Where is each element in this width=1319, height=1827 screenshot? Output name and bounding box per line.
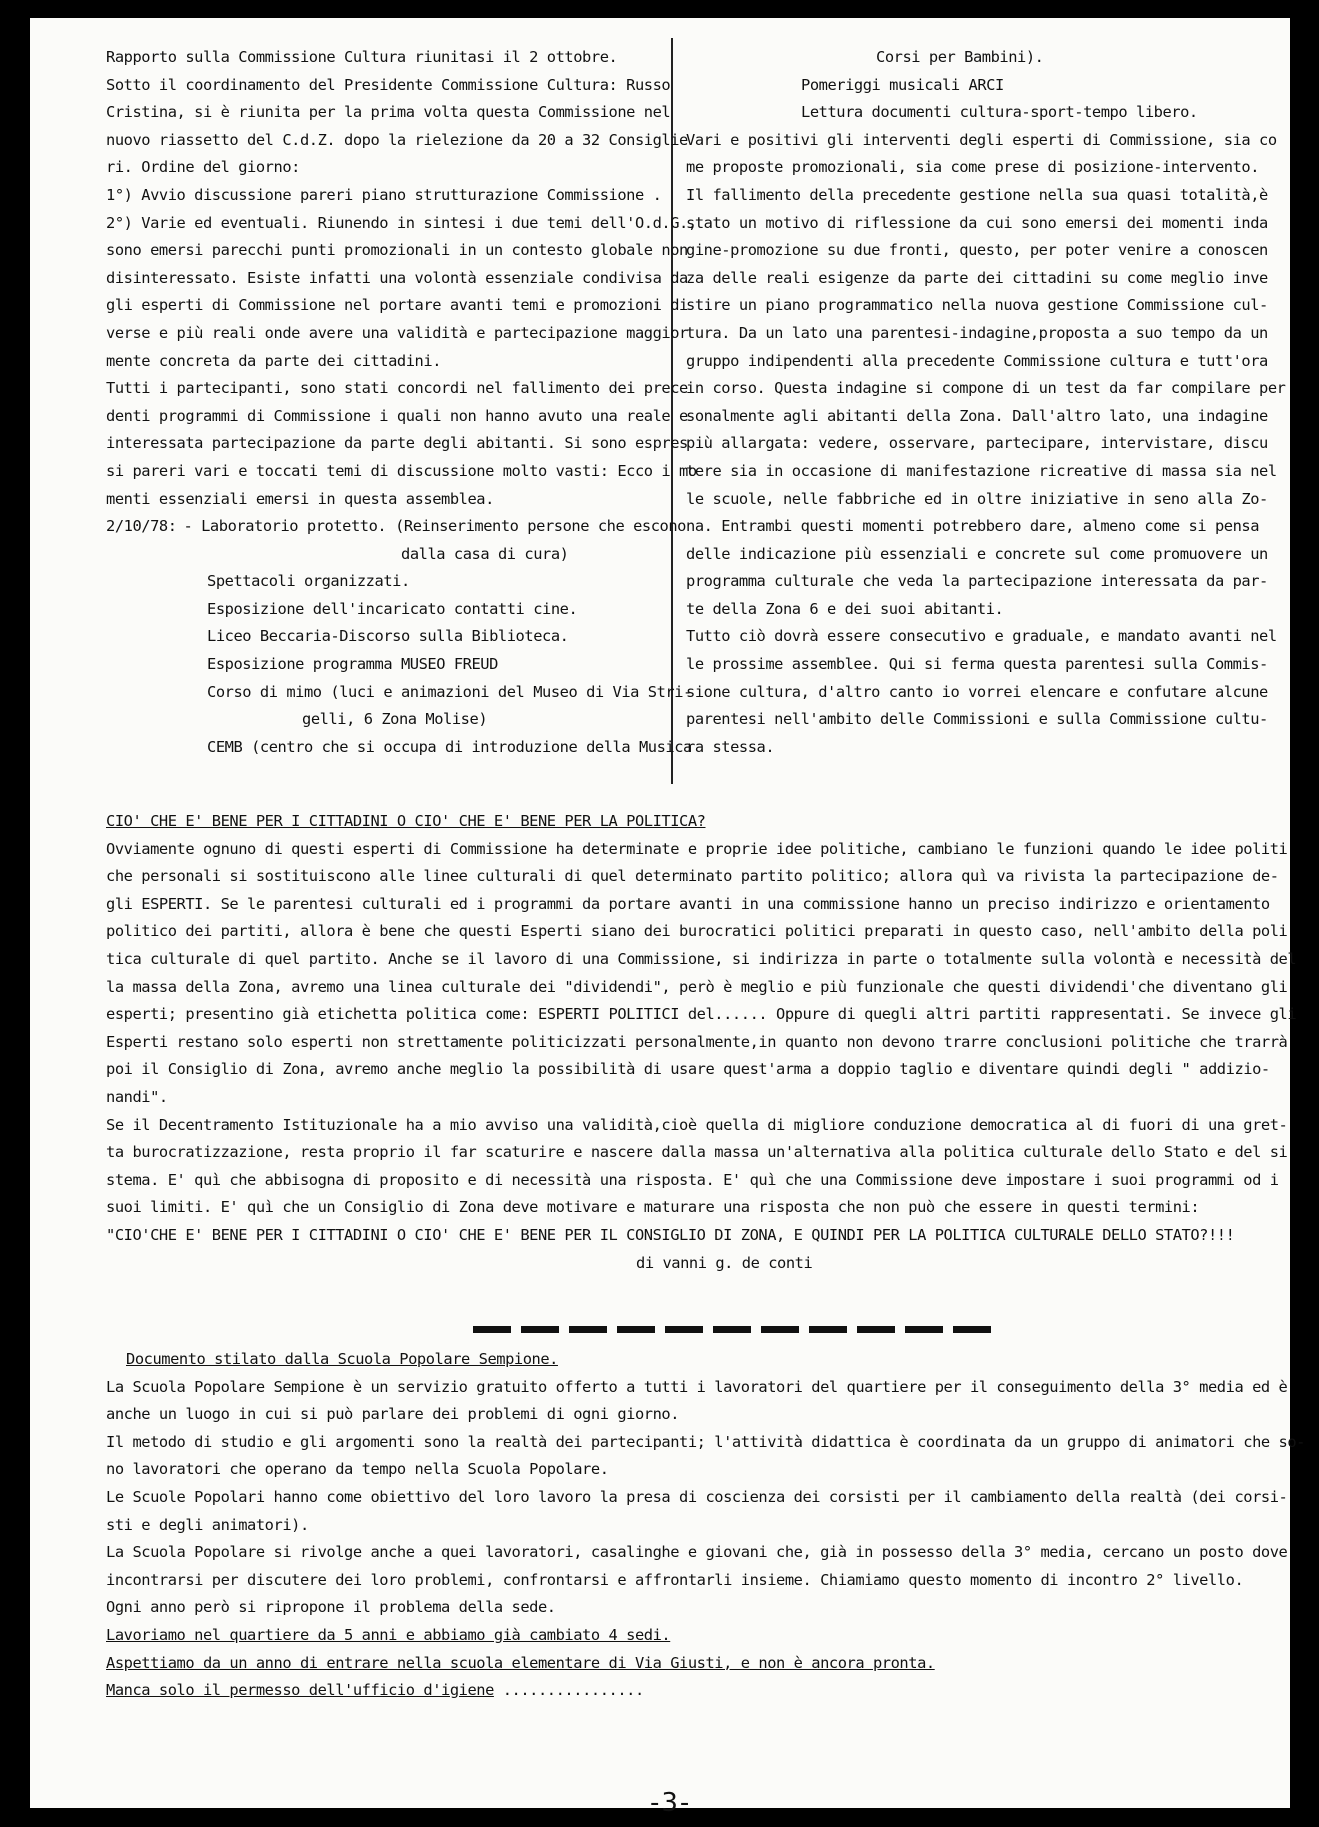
text-line: stema. E' quì che abbisogna di proposito e di necessità una risposta. E' quì che una Commissione deve impostare i suoi programmi od i xyxy=(106,1170,1279,1189)
text-line: Esperti restano solo esperti non strettamente politicizzati personalmente,in quanto non devono trarre conclusioni politiche che trarrà xyxy=(106,1032,1288,1051)
text-line: verse e più reali onde avere una validità e partecipazione maggior xyxy=(106,323,688,342)
text-line: tere sia in occasione di manifestazione ricreative di massa sia nel xyxy=(686,461,1277,480)
text-line: na. Entrambi questi momenti potrebbero dare, almeno come si pensa xyxy=(686,517,1260,536)
text-line: ri. Ordine del giorno: xyxy=(106,158,300,177)
text-line: esperti; presentino già etichetta politica come: ESPERTI POLITICI del...... Oppure di quegli altri partiti rappresentati. Se invece gli xyxy=(106,1005,1297,1024)
text-line: anche un luogo in cui si può parlare dei problemi di ogni giorno. xyxy=(106,1405,680,1424)
heading-wrap xyxy=(106,1346,1286,1374)
text-line: le prossime assemblee. Qui si ferma questa parentesi sulla Commis- xyxy=(686,655,1268,674)
section-scuola xyxy=(106,1346,1305,1705)
text-line: sonalmente agli abitanti della Zona. Dall'altro lato, una indagine xyxy=(686,406,1268,425)
text-line: le scuole, nelle fabbriche ed in oltre iniziative in seno alla Zo- xyxy=(686,489,1268,508)
text-line: ra stessa. xyxy=(686,737,775,756)
agenda-item: Esposizione programma MUSEO FREUD xyxy=(207,655,498,674)
separator-dashes xyxy=(473,1326,993,1333)
text-line: disinteressato. Esiste infatti una volontà essenziale condivisa da xyxy=(106,268,688,287)
underlined-line: Lavoriamo nel quartiere da 5 anni e abbiamo già cambiato 4 sedi. xyxy=(106,1625,671,1644)
underlined-line: Aspettiamo da un anno di entrare nella scuola elementare di Via Giusti, e non è ancora pronta. xyxy=(106,1653,935,1672)
text-line: stato un motivo di riflessione da cui sono emersi dei momenti inda xyxy=(686,213,1268,232)
text-line: Il metodo di studio e gli argomenti sono la realtà dei partecipanti; l'attività didattica è coordinata da un gruppo di animatori che so- xyxy=(106,1432,1305,1451)
text-line: parentesi nell'ambito delle Commissioni e sulla Commissione cultu- xyxy=(686,710,1268,729)
text-line: gine-promozione su due fronti, questo, per poter venire a conoscen xyxy=(686,241,1268,260)
trailing-dots: ................ xyxy=(493,1681,644,1700)
text-line: La Scuola Popolare si rivolge anche a quei lavoratori, casalinghe e giovani che, già in possesso della 3° media, cercano un posto dove xyxy=(106,1543,1288,1562)
text-line: nandi". xyxy=(106,1087,168,1106)
text-line: Sotto il coordinamento del Presidente Commissione Cultura: Russo xyxy=(106,75,671,94)
text-line: Se il Decentramento Istituzionale ha a mio avviso una validità,cioè quella di migliore conduzione democratica al di fuori di una gret- xyxy=(106,1115,1288,1134)
text-line: Rapporto sulla Commissione Cultura riunitasi il 2 ottobre. xyxy=(106,48,618,66)
section-heading: CIO' CHE E' BENE PER I CITTADINI O CIO' CHE E' BENE PER LA POLITICA? xyxy=(106,812,706,830)
text-line: incontrarsi per discutere dei loro problemi, confrontarsi e affrontarli insieme. Chiamiamo questo momento di incontro 2° livello. xyxy=(106,1570,1244,1589)
text-line: Tutti i partecipanti, sono stati concordi nel fallimento dei prece xyxy=(106,379,688,398)
text-line: Tutto ciò dovrà essere consecutivo e graduale, e mandato avanti nel xyxy=(686,627,1277,646)
text-line: interessata partecipazione da parte degli abitanti. Si sono espres xyxy=(106,434,688,453)
text-line: sti e degli animatori). xyxy=(106,1515,309,1534)
text-line: più allargata: vedere, osservare, partecipare, intervistare, discu xyxy=(686,434,1268,453)
text-line: Pomeriggi musicali ARCI xyxy=(801,75,1004,94)
text-line: si pareri vari e toccati temi di discussione molto vasti: Ecco i mo xyxy=(106,461,697,480)
text-line: Lettura documenti cultura-sport-tempo libero. xyxy=(801,103,1198,122)
text-line: denti programmi di Commissione i quali non hanno avuto una reale e xyxy=(106,406,688,425)
left-column xyxy=(106,44,697,761)
agenda-date: 2/10/78: xyxy=(106,517,177,536)
text-line: Ogni anno però si ripropone il problema della sede. xyxy=(106,1598,556,1617)
text-line: politico dei partiti, allora è bene che questi Esperti siano dei burocratici politici preparati in questo caso, nell'ambito della poli xyxy=(106,922,1288,941)
agenda-item: Spettacoli organizzati. xyxy=(207,572,410,591)
text-line: La Scuola Popolare Sempione è un servizio gratuito offerto a tutti i lavoratori del quartiere per il conseguimento della 3° media ed è xyxy=(106,1377,1288,1396)
text-line: Cristina, si è riunita per la prima volta questa Commissione nel xyxy=(106,103,671,122)
text-line: nuovo riassetto del C.d.Z. dopo la rielezione da 20 a 32 Consiglie xyxy=(106,130,688,149)
agenda-item: gelli, 6 Zona Molise) xyxy=(302,710,488,729)
text-line: tica culturale di quel partito. Anche se il lavoro di una Commissione, si indirizza in parte o totalmente sulla volontà e necessità del xyxy=(106,949,1297,968)
text-line: gruppo indipendenti alla precedente Commissione cultura e tutt'ora xyxy=(686,351,1268,370)
text-line: Ovviamente ognuno di questi esperti di Commissione ha determinate e proprie idee politiche, cambiano le funzioni quando le idee politi xyxy=(106,839,1288,858)
text-line: Vari e positivi gli interventi degli esperti di Commissione, sia co xyxy=(686,130,1277,149)
document-page xyxy=(30,18,1305,1818)
agenda-item: CEMB (centro che si occupa di introduzione della Musica xyxy=(207,737,692,756)
text-line: tura. Da un lato una parentesi-indagine,proposta a suo tempo da un xyxy=(686,323,1268,342)
text-line: te della Zona 6 e dei suoi abitanti. xyxy=(686,599,1004,618)
agenda-item: Liceo Beccaria-Discorso sulla Biblioteca. xyxy=(207,627,569,646)
text-line: ta burocratizzazione, resta proprio il far scaturire e nascere dalla massa un'alternativa alla politica culturale dello Stato e del si xyxy=(106,1143,1288,1162)
text-line: Corsi per Bambini). xyxy=(876,48,1044,66)
text-line: Il fallimento della precedente gestione nella sua quasi totalità,è xyxy=(686,185,1268,204)
text-line: gli ESPERTI. Se le parentesi culturali ed i programmi da portare avanti in una commissione hanno un preciso indirizzo e orientamento xyxy=(106,894,1270,913)
text-line: stire un piano programmatico nella nuova gestione Commissione cul- xyxy=(686,296,1268,315)
text-line: gli esperti di Commissione nel portare avanti temi e promozioni di xyxy=(106,296,688,315)
page-number: -3- xyxy=(650,1788,692,1818)
underlined-line-wrap xyxy=(106,1650,1286,1678)
underlined-line: Manca solo il permesso dell'ufficio d'igiene xyxy=(106,1681,494,1700)
text-line: me proposte promozionali, sia come prese di posizione-intervento. xyxy=(686,158,1260,177)
text-line: "CIO'CHE E' BENE PER I CITTADINI O CIO' CHE E' BENE PER IL CONSIGLIO DI ZONA, E QUINDI PER LA POLITICA CULTURALE DELLO STATO?!!! xyxy=(106,1225,1235,1244)
section-politica xyxy=(106,808,1297,1277)
agenda-item: - Laboratorio protetto. (Reinserimento persone che escono xyxy=(183,517,686,536)
text-line: Le Scuole Popolari hanno come obiettivo del loro lavoro la presa di coscienza dei corsisti per il cambiamento della realtà (dei corsi- xyxy=(106,1487,1288,1506)
agenda-item: Corso di mimo (luci e animazioni del Museo di Via Stri- xyxy=(207,682,692,701)
text-line: sione cultura, d'altro canto io vorrei elencare e confutare alcune xyxy=(686,682,1268,701)
text-line: 1°) Avvio discussione pareri piano strutturazione Commissione . xyxy=(106,185,662,204)
agenda-item: dalla casa di cura) xyxy=(401,544,569,563)
text-line: 2°) Varie ed eventuali. Riunendo in sintesi i due temi dell'O.d.G., xyxy=(106,213,697,232)
text-line: poi il Consiglio di Zona, avremo anche meglio la possibilità di usare quest'arma a doppio taglio e diventare quindi degli " addizio- xyxy=(106,1060,1270,1079)
text-line: za delle reali esigenze da parte dei cittadini su come meglio inve xyxy=(686,268,1268,287)
underlined-line-wrap xyxy=(106,1677,1286,1705)
text-line: che personali si sostituiscono alle linee culturali di quel determinato partito politico; allora quì va rivista la partecipazione de- xyxy=(106,867,1279,886)
text-line: no lavoratori che operano da tempo nella Scuola Popolare. xyxy=(106,1460,609,1479)
section-heading: Documento stilato dalla Scuola Popolare Sempione. xyxy=(126,1350,558,1368)
text-line: delle indicazione più essenziali e concrete sul come promuovere un xyxy=(686,544,1268,563)
agenda-item: Esposizione dell'incaricato contatti cine. xyxy=(207,599,578,618)
agenda-first-row xyxy=(106,513,686,541)
text-line: suoi limiti. E' quì che un Consiglio di Zona deve motivare e maturare una risposta che non può che essere in questi termini: xyxy=(106,1198,1200,1217)
text-line: programma culturale che veda la partecipazione interessata da par- xyxy=(686,572,1268,591)
signature: di vanni g. de conti xyxy=(636,1253,813,1272)
right-column xyxy=(686,44,1286,761)
underlined-line-wrap xyxy=(106,1622,1286,1650)
text-line: menti essenziali emersi in questa assemblea. xyxy=(106,489,494,508)
text-line: la massa della Zona, avremo una linea culturale dei "dividendi", però è meglio e più funzionale che questi dividendi'che diventano gli xyxy=(106,977,1288,996)
text-line: mente concreta da parte dei cittadini. xyxy=(106,351,442,370)
text-line: sono emersi parecchi punti promozionali in un contesto globale non xyxy=(106,241,688,260)
text-line: in corso. Questa indagine si compone di un test da far compilare per xyxy=(686,379,1286,398)
